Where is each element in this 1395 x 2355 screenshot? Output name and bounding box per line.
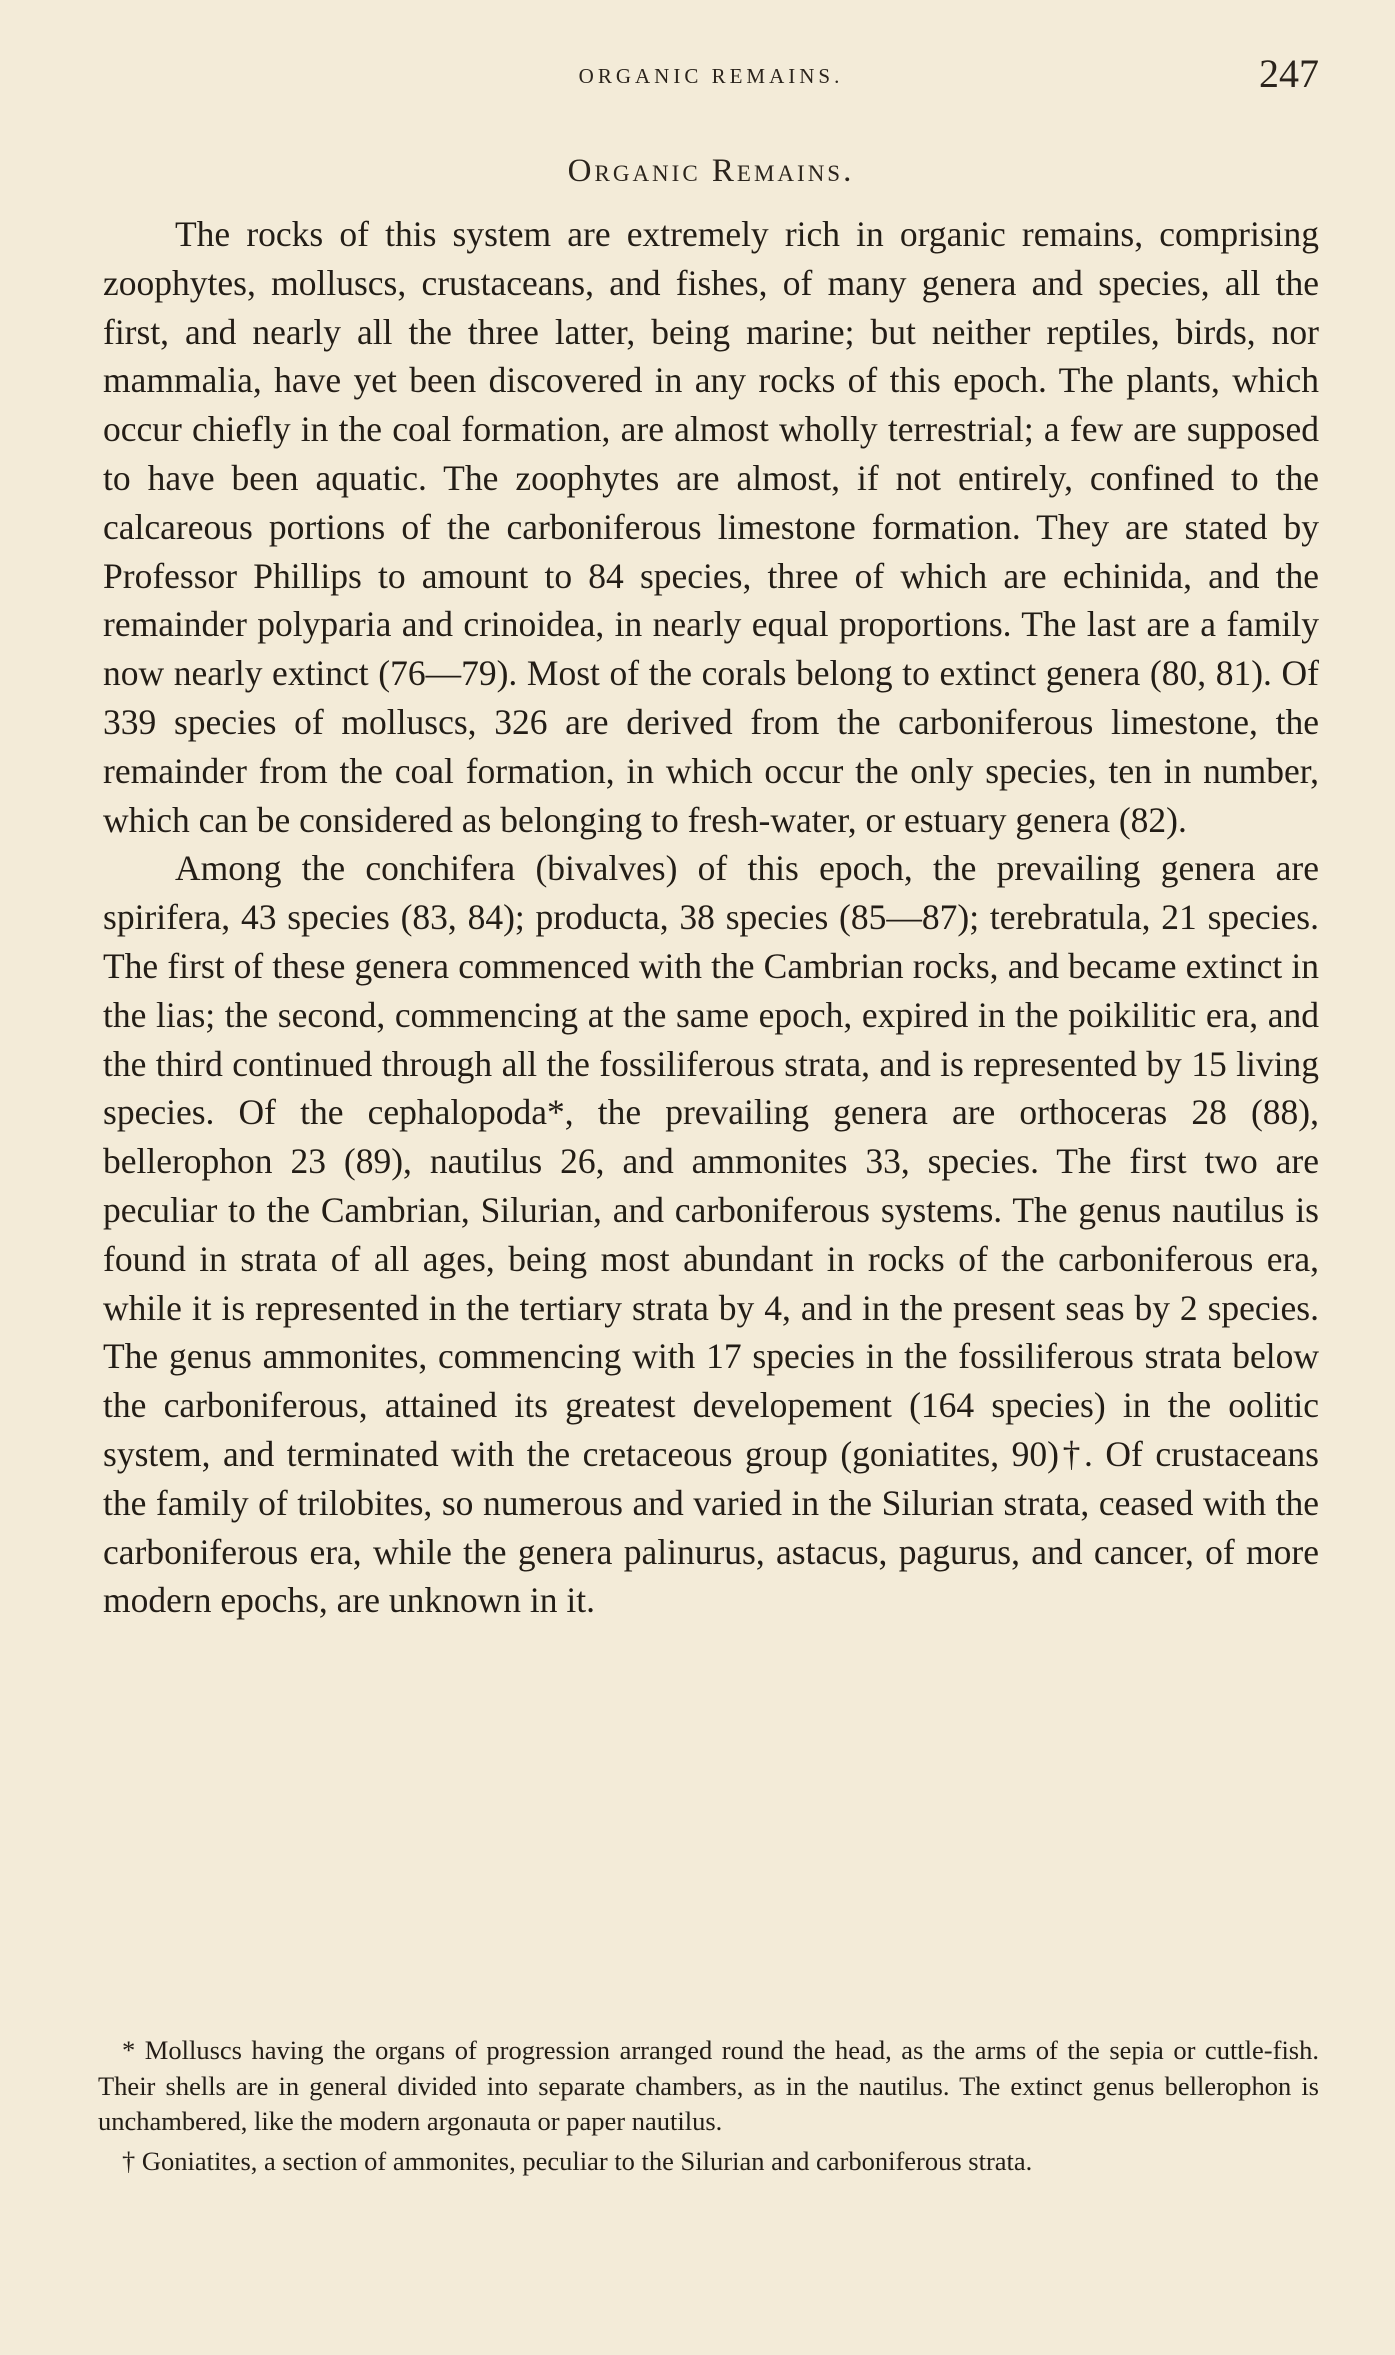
footnote-asterisk: * Molluscs having the organs of progression arranged round the head, as the arms of the sepia or cuttle-fish. Their shells are in general divided into separate chambers, as in the nautilus. The extinct genus bellerophon is unchambered, like the modern argonauta or paper nautilus. xyxy=(98,2035,1319,2136)
body-text xyxy=(103,210,1319,1625)
paragraph-2: Among the conchifera (bivalves) of this epoch, the prevailing genera are spirifera, 43 species (83, 84); producta, 38 species (85—87); terebratula, 21 species. The first of these genera commenced with the Cambrian rocks, and became extinct in the lias; the second, commencing at the same epoch, expired in the poikilitic era, and the third continued through all the fossiliferous strata, and is represented by 15 living species. Of the cephalopoda*, the prevailing genera are orthoceras 28 (88), bellerophon 23 (89), nautilus 26, and ammonites 33, species. The first two are peculiar to the Cambrian, Silurian, and carboniferous systems. The genus nautilus is found in strata of all ages, being most abundant in rocks of the carboniferous era, while it is represented in the tertiary strata by 4, and in the present seas by 2 species. The genus ammonites, commencing with 17 species in the fossiliferous strata below the carboniferous, attained its greatest developement (164 species) in the oolitic system, and terminated with the cretaceous group (goniatites, 90)†. Of crustaceans the family of trilobites, so numerous and varied in the Silurian strata, ceased with the carboniferous era, while the genera palinurus, astacus, pagurus, and cancer, of more modern epochs, are unknown in it. xyxy=(103,848,1319,1621)
footnotes xyxy=(98,2033,1319,2179)
section-heading: Organic Remains. xyxy=(567,153,855,189)
footnote-dagger: † Goniatites, a section of ammonites, peculiar to the Silurian and carboniferous strata. xyxy=(122,2145,1033,2176)
page-number: 247 xyxy=(1259,51,1319,96)
running-head xyxy=(103,46,1319,106)
paragraph-1: The rocks of this system are extremely rich in organic remains, comprising zoophytes, molluscs, crustaceans, and fishes, of many genera and species, all the first, and nearly all the three latter, being marine; but neither reptiles, birds, nor mammalia, have yet been discovered in any rocks of this epoch. The plants, which occur chiefly in the coal formation, are almost wholly terrestrial; a few are supposed to have been aquatic. The zoophytes are almost, if not entirely, confined to the calcareous portions of the carboniferous limestone formation. They are stated by Professor Phillips to amount to 84 species, three of which are echinida, and the remainder polyparia and crinoidea, in nearly equal proportions. The last are a family now nearly extinct (76—79). Most of the corals belong to extinct genera (80, 81). Of 339 species of molluscs, 326 are derived from the carboniferous limestone, the remainder from the coal formation, in which occur the only species, ten in number, which can be considered as belonging to fresh-water, or estuary genera (82). xyxy=(103,214,1319,840)
running-title: ORGANIC REMAINS. xyxy=(578,64,844,88)
